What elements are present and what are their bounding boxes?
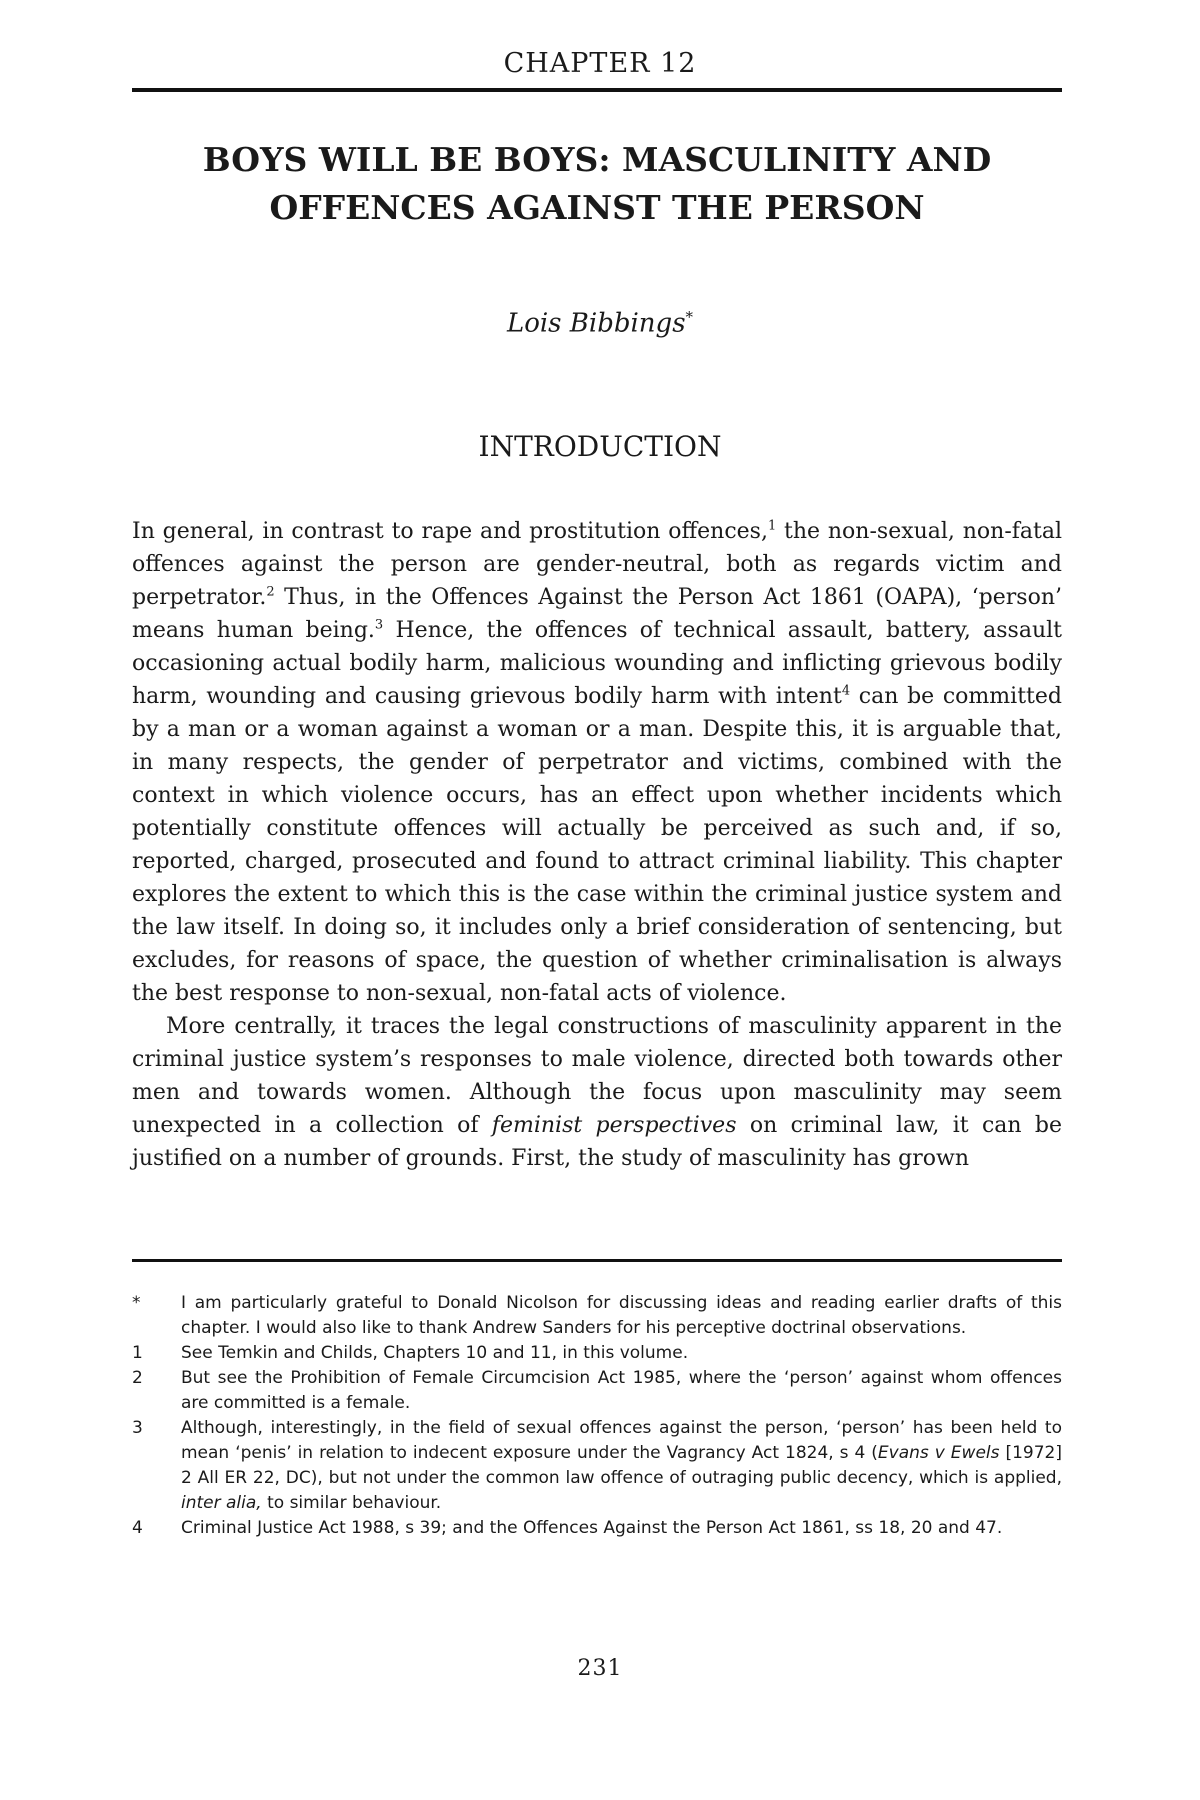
footnote-1 xyxy=(132,1341,1062,1366)
author-name xyxy=(0,308,1200,339)
case-name: Evans v Ewels xyxy=(877,1443,1000,1463)
footnote-text: I am particularly grateful to Donald Nicolson for discussing ideas and reading earlier drafts of this chapter. I would also like to thank Andrew Sanders for his perceptive doctrinal observations. xyxy=(181,1293,1062,1338)
paragraph-2-segment: on criminal law, it can be justified on a number of grounds. First, the study of masculinity has grown xyxy=(132,1113,1062,1171)
author-footnote-mark: * xyxy=(685,308,694,326)
footnote-4 xyxy=(132,1516,1062,1541)
paragraph-1 xyxy=(132,515,1062,1010)
footnote-text: But see the Prohibition of Female Circumcision Act 1985, where the ‘person’ against whom offences are committed is a female. xyxy=(181,1368,1062,1413)
footnote-2 xyxy=(132,1366,1062,1416)
section-heading: INTRODUCTION xyxy=(478,430,722,463)
footnote-mark: * xyxy=(132,1293,141,1313)
footnote-ref-4: 4 xyxy=(841,683,851,699)
paragraph-2-segment: More centrally, it traces the legal constructions of masculinity apparent in the criminal justice system’s responses to male violence, directed both towards other men and towards women. Although the focus upon masculinity may seem unexpected in a collection of xyxy=(132,1014,1062,1138)
paragraph-1-segment: can be committed by a man or a woman against a woman or a man. Despite this, it is arguable that, in many respects, the gender of perpetrator and victims, combined with the context in which violence occurs, has an effect upon whether incidents which potentially constitute offences will actually be perceived as such and, if so, reported, charged, prosecuted and found to attract criminal liability. This chapter explores the extent to which this is the case within the criminal justice system and the law itself. In doing so, it includes only a brief consideration of sentencing, but excludes, for reasons of space, the question of whether criminalisation is always the best response to non-sexual, non-fatal acts of violence. xyxy=(132,684,1062,1006)
chapter-title xyxy=(132,136,1062,232)
chapter-label: CHAPTER 12 xyxy=(503,48,697,79)
footnote-mark: 3 xyxy=(132,1418,143,1438)
footnote-star xyxy=(132,1291,1062,1341)
footnote-text-segment: to similar behaviour. xyxy=(261,1493,442,1513)
latin-phrase: inter alia, xyxy=(181,1493,262,1513)
footnote-ref-3: 3 xyxy=(374,617,384,633)
footnote-text-segment: Although, interestingly, in the field of sexual offences against the person, ‘person’ has been held to mean ‘penis’ in relation to indecent exposure under the Vagrancy Act 1824, s 4 ( xyxy=(181,1418,1062,1463)
footnote-text-segment: [1972] 2 All ER 22, DC), but not under the common law offence of outraging public decency, which is applied, xyxy=(181,1443,1062,1488)
chapter-title-line-1: BOYS WILL BE BOYS: MASCULINITY AND xyxy=(202,140,992,179)
footnote-3 xyxy=(132,1416,1062,1516)
footnotes xyxy=(132,1291,1062,1541)
header-rule xyxy=(132,88,1062,92)
footnote-rule xyxy=(132,1259,1062,1262)
chapter-title-line-2: OFFENCES AGAINST THE PERSON xyxy=(269,188,925,227)
paragraph-1-segment: the non-sexual, non-fatal offences against the person are gender-neutral, both as regards victim and perpetrator. xyxy=(132,519,1062,610)
footnote-text: See Temkin and Childs, Chapters 10 and 11, in this volume. xyxy=(181,1343,689,1363)
footnote-mark: 2 xyxy=(132,1368,143,1388)
footnote-text: Criminal Justice Act 1988, s 39; and the Offences Against the Person Act 1861, ss 18, 20 and 47. xyxy=(181,1518,1003,1538)
footnote-ref-2: 2 xyxy=(266,584,275,600)
footnote-mark: 4 xyxy=(132,1518,143,1538)
paragraph-2 xyxy=(132,1010,1062,1175)
author-name-text: Lois Bibbings xyxy=(506,308,686,339)
page-number: 231 xyxy=(577,1656,623,1681)
paragraph-1-segment: In general, in contrast to rape and prostitution offences, xyxy=(132,519,768,544)
paragraph-2-emphasis: feminist perspectives xyxy=(491,1113,737,1138)
body-text xyxy=(132,515,1062,1175)
footnote-text xyxy=(181,1416,1062,1516)
footnote-ref-1: 1 xyxy=(767,518,777,534)
paragraph-1-segment: Thus, in the Offences Against the Person Act 1861 (OAPA), ‘person’ means human being. xyxy=(132,585,1062,643)
paragraph-1-segment: Hence, the offences of technical assault, battery, assault occasioning actual bodily harm, malicious wounding and inflicting grievous bodily harm, wounding and causing grievous bodily harm with intent xyxy=(132,618,1063,709)
footnote-mark: 1 xyxy=(132,1343,143,1363)
